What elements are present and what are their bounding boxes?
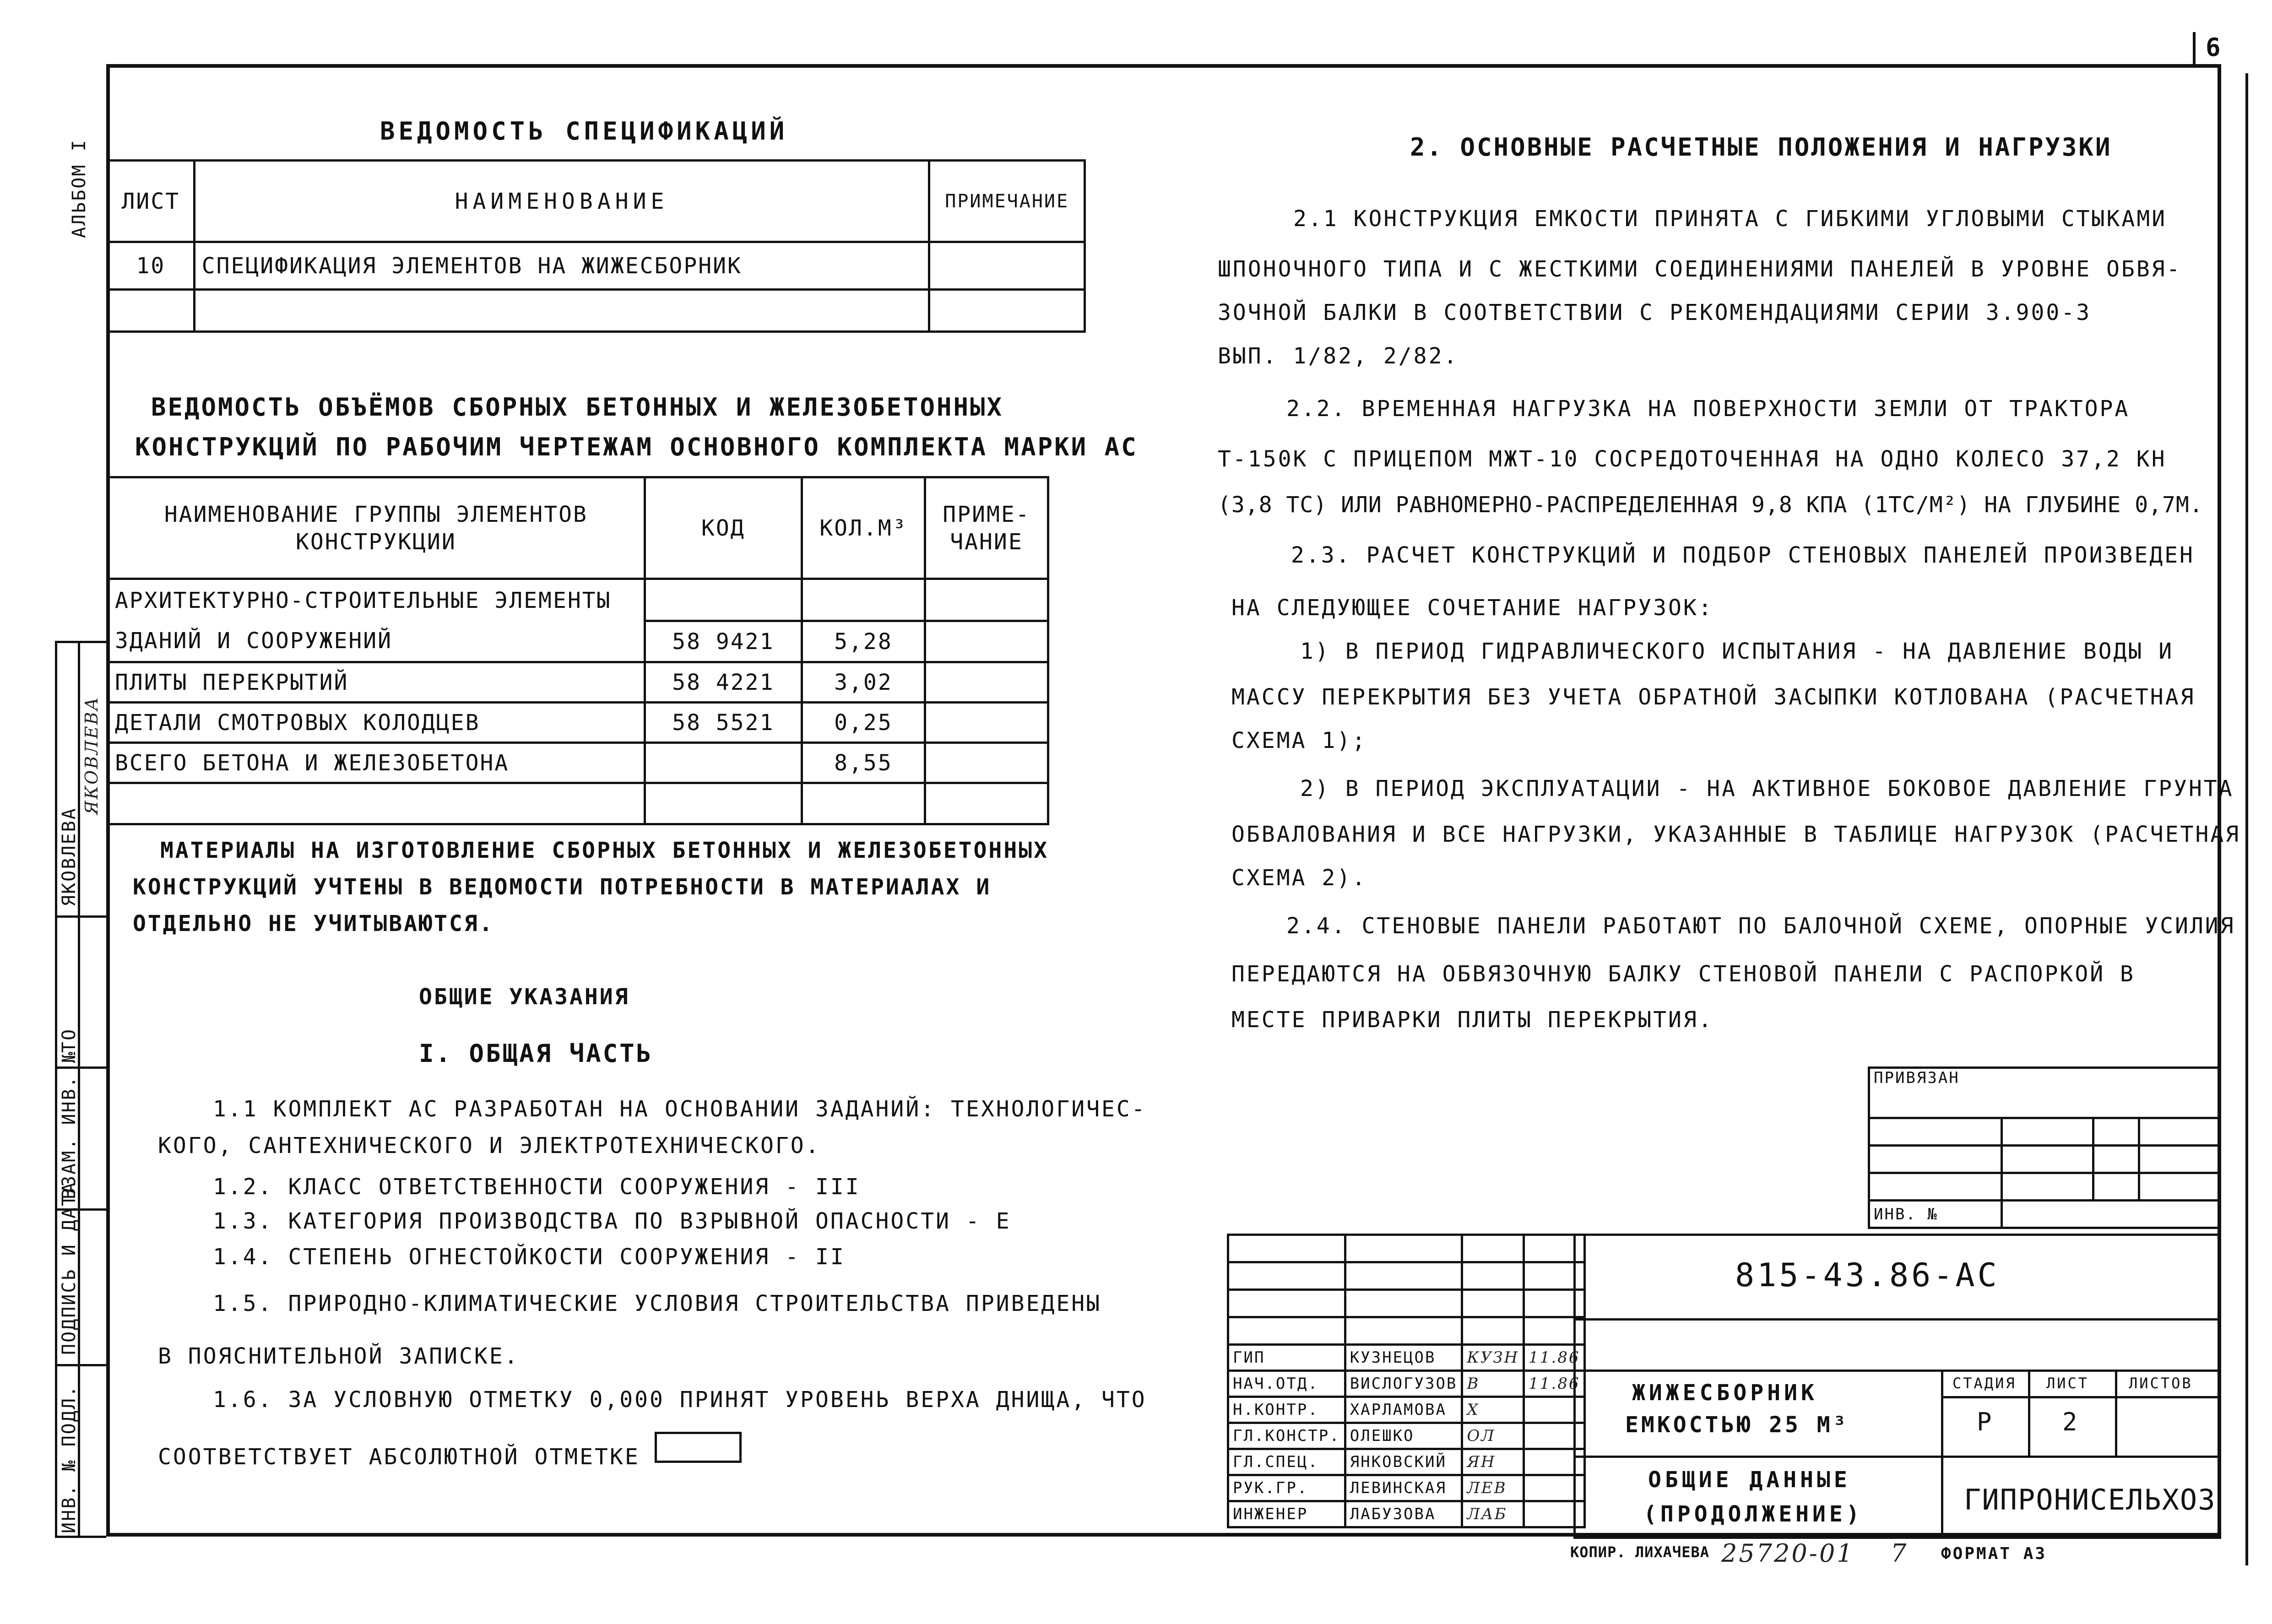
volumes-note-line2: КОНСТРУКЦИЙ УЧТЕНЫ В ВЕДОМОСТИ ПОТРЕБНОСТИ В МАТЕРИАЛАХ И xyxy=(133,874,992,900)
copied-by: КОПИР. ЛИХАЧЕВА xyxy=(1570,1543,1709,1561)
spec-header-sheet: ЛИСТ xyxy=(108,161,195,242)
vol-row-3-name: ПЛИТЫ ПЕРЕКРЫТИЙ xyxy=(108,662,645,703)
vol-row-2-code: 58 9421 xyxy=(645,621,802,662)
sheet-value: 2 xyxy=(2062,1407,2079,1436)
general-line-8: 1.6. ЗА УСЛОВНУЮ ОТМЕТКУ 0,000 ПРИНЯТ УРОВЕНЬ ВЕРХА ДНИЩА, ЧТО xyxy=(213,1387,1147,1413)
section2-line-16: 2.4. СТЕНОВЫЕ ПАНЕЛИ РАБОТАЮТ ПО БАЛОЧНОЙ СХЕМЕ, ОПОРНЫЕ УСИЛИЯ xyxy=(1286,913,2235,939)
section2-title: 2. ОСНОВНЫЕ РАСЧЕТНЫЕ ПОЛОЖЕНИЯ И НАГРУЗКИ xyxy=(1410,133,2112,162)
privyazan-label: ПРИВЯЗАН xyxy=(1869,1068,2220,1118)
vol-row-1-qty xyxy=(802,579,925,621)
general-line-1: 1.1 КОМПЛЕКТ АС РАЗРАБОТАН НА ОСНОВАНИИ ЗАДАНИЙ: ТЕХНОЛОГИЧЕС- xyxy=(213,1096,1147,1122)
copy-mark: 7 xyxy=(1891,1539,1909,1568)
volumes-note-line3: ОТДЕЛЬНО НЕ УЧИТЫВАЮТСЯ. xyxy=(133,911,494,937)
staff-role-3: ГЛ.КОНСТР. xyxy=(1228,1423,1345,1449)
sheet-label: ЛИСТ xyxy=(2046,1375,2089,1392)
spec-header-note: ПРИМЕЧАНИЕ xyxy=(929,161,1085,242)
staff-date-0: 11.86 xyxy=(1524,1345,1585,1371)
section2-line-12: СХЕМА 1); xyxy=(1231,728,1367,753)
side-strip-sep-4 xyxy=(55,1364,106,1366)
spec-row-empty-sheet xyxy=(108,290,195,332)
podpis-data-label: ПОДПИСЬ И ДАТА xyxy=(59,1181,80,1355)
section2-line-7: (3,8 ТС) ИЛИ РАВНОМЕРНО-РАСПРЕДЕЛЕННАЯ 9,8 КПА (1ТС/М²) НА ГЛУБИНЕ 0,7М. xyxy=(1218,492,2203,518)
vol-row-5-note xyxy=(925,743,1048,783)
yakovleva-label: ЯКОВЛЕВА xyxy=(59,807,80,906)
vol-row-4-name: ДЕТАЛИ СМОТРОВЫХ КОЛОДЦЕВ xyxy=(108,703,645,743)
spec-row-empty-name xyxy=(194,290,929,332)
general-line-4: 1.3. КАТЕГОРИЯ ПРОИЗВОДСТВА ПО ВЗРЫВНОЙ ОПАСНОСТИ - Е xyxy=(213,1208,1011,1234)
section2-line-18: МЕСТЕ ПРИВАРКИ ПЛИТЫ ПЕРЕКРЫТИЯ. xyxy=(1231,1007,1713,1033)
vzam-inv-label: ВЗАМ. ИНВ. № xyxy=(59,1050,80,1199)
staff-role-1: НАЧ.ОТД. xyxy=(1228,1371,1345,1397)
section2-line-1: 2.1 КОНСТРУКЦИЯ ЕМКОСТИ ПРИНЯТА С ГИБКИМИ УГЛОВЫМИ СТЫКАМИ xyxy=(1293,206,2167,232)
section2-line-5: 2.2. ВРЕМЕННАЯ НАГРУЗКА НА ПОВЕРХНОСТИ ЗЕМЛИ ОТ ТРАКТОРА xyxy=(1286,396,2130,422)
inv-podl-label: ИНВ. № ПОДЛ. xyxy=(59,1385,80,1533)
general-line-7: В ПОЯСНИТЕЛЬНОЙ ЗАПИСКЕ. xyxy=(158,1343,520,1369)
section2-line-2: ШПОНОЧНОГО ТИПА И С ЖЕСТКИМИ СОЕДИНЕНИЯМИ ПАНЕЛЕЙ В УРОВНЕ ОБВЯ- xyxy=(1218,256,2182,282)
stage-value: Р xyxy=(1977,1407,1994,1436)
yakovleva-signature: ЯКОВЛЕВА xyxy=(81,696,102,815)
spec-row-name: СПЕЦИФИКАЦИЯ ЭЛЕМЕНТОВ НА ЖИЖЕСБОРНИК xyxy=(194,242,929,290)
staff-name-3: ОЛЕШКО xyxy=(1345,1423,1462,1449)
title-block-hline-2 xyxy=(1573,1370,2221,1372)
staff-sign-0: КУЗН xyxy=(1462,1345,1524,1371)
staff-role-0: ГИП xyxy=(1228,1345,1345,1371)
object-name-line1: ЖИЖЕСБОРНИК xyxy=(1632,1380,1818,1406)
stage-table-vline-1 xyxy=(2028,1370,2030,1456)
staff-name-4: ЯНКОВСКИЙ xyxy=(1345,1449,1462,1475)
volumes-title-line2: КОНСТРУКЦИЙ ПО РАБОЧИМ ЧЕРТЕЖАМ ОСНОВНОГО КОМПЛЕКТА МАРКИ АС xyxy=(135,433,1138,461)
volumes-table xyxy=(106,476,1049,825)
title-block-hline-1 xyxy=(1573,1318,2221,1321)
staff-sign-5: ЛЕВ xyxy=(1462,1475,1524,1501)
vol-row-2-note xyxy=(925,621,1048,662)
vol-header-note: ПРИМЕ- ЧАНИЕ xyxy=(925,477,1048,579)
stage-label: СТАДИЯ xyxy=(1952,1375,2017,1392)
vol-row-6-qty xyxy=(802,783,925,824)
inv-no-label: ИНВ. № xyxy=(1869,1201,2002,1228)
spec-header-name: НАИМЕНОВАНИЕ xyxy=(194,161,929,242)
sheet-corner-number: 6 xyxy=(2206,33,2223,62)
vol-row-4-code: 58 5521 xyxy=(645,703,802,743)
staff-sign-6: ЛАБ xyxy=(1462,1501,1524,1527)
general-line-2: КОГО, САНТЕХНИЧЕСКОГО И ЭЛЕКТРОТЕХНИЧЕСКОГО. xyxy=(158,1133,821,1158)
section2-line-11: МАССУ ПЕРЕКРЫТИЯ БЕЗ УЧЕТА ОБРАТНОЙ ЗАСЫПКИ КОТЛОВАНА (РАСЧЕТНАЯ xyxy=(1231,684,2196,710)
title-block-hline-3 xyxy=(1573,1456,2221,1458)
general-line-3: 1.2. КЛАСС ОТВЕТСТВЕННОСТИ СООРУЖЕНИЯ - III xyxy=(213,1174,861,1200)
spec-row-empty-note xyxy=(929,290,1085,332)
spec-list-title: ВЕДОМОСТЬ СПЕЦИФИКАЦИЙ xyxy=(380,117,788,146)
album-label: АЛЬБОМ I xyxy=(69,139,90,238)
section2-line-8: 2.3. РАСЧЕТ КОНСТРУКЦИЙ И ПОДБОР СТЕНОВЫХ ПАНЕЛЕЙ ПРОИЗВЕДЕН xyxy=(1291,542,2195,568)
general-line-5: 1.4. СТЕПЕНЬ ОГНЕСТОЙКОСТИ СООРУЖЕНИЯ - II xyxy=(213,1244,846,1270)
stage-table-vline-2 xyxy=(2115,1370,2117,1456)
staff-name-5: ЛЕВИНСКАЯ xyxy=(1345,1475,1462,1501)
staff-name-2: ХАРЛАМОВА xyxy=(1345,1397,1462,1423)
general-title: ОБЩИЕ УКАЗАНИЯ xyxy=(419,984,630,1010)
section2-line-3: ЗОЧНОЙ БАЛКИ В СООТВЕТСТВИИ С РЕКОМЕНДАЦИЯМИ СЕРИИ 3.900-3 xyxy=(1218,300,2092,325)
sheets-label: ЛИСТОВ xyxy=(2129,1375,2193,1392)
spec-row-sheet: 10 xyxy=(108,242,195,290)
staff-name-6: ЛАБУЗОВА xyxy=(1345,1501,1462,1527)
vol-row-5-qty: 8,55 xyxy=(802,743,925,783)
staff-role-5: РУК.ГР. xyxy=(1228,1475,1345,1501)
vol-row-6-name xyxy=(108,783,645,824)
vol-row-3-note xyxy=(925,662,1048,703)
section2-line-6: Т-150К С ПРИЦЕПОМ МЖТ-10 СОСРЕДОТОЧЕННАЯ НА ОДНО КОЛЕСО 37,2 КН xyxy=(1218,446,2167,472)
staff-sign-4: ЯН xyxy=(1462,1449,1524,1475)
privyazan-table xyxy=(1868,1066,2221,1229)
spec-list-table xyxy=(106,159,1086,333)
staff-name-0: КУЗНЕЦОВ xyxy=(1345,1345,1462,1371)
vol-row-3-code: 58 4221 xyxy=(645,662,802,703)
staff-role-6: ИНЖЕНЕР xyxy=(1228,1501,1345,1527)
general-line-9: СООТВЕТСТВУЕТ АБСОЛЮТНОЙ ОТМЕТКЕ xyxy=(158,1444,640,1470)
section2-line-13: 2) В ПЕРИОД ЭКСПЛУАТАЦИИ - НА АКТИВНОЕ БОКОВОЕ ДАВЛЕНИЕ ГРУНТА xyxy=(1300,776,2234,801)
vol-row-2-name: ЗДАНИЙ И СООРУЖЕНИЙ xyxy=(108,621,645,662)
vol-header-code: КОД xyxy=(645,477,802,579)
vol-row-2-qty: 5,28 xyxy=(802,621,925,662)
section2-line-17: ПЕРЕДАЮТСЯ НА ОБВЯЗОЧНУЮ БАЛКУ СТЕНОВОЙ ПАНЕЛИ С РАСПОРКОЙ В xyxy=(1231,961,2135,987)
stage-table-hline xyxy=(1941,1396,2221,1398)
absolute-mark-box xyxy=(655,1432,742,1463)
vol-row-4-qty: 0,25 xyxy=(802,703,925,743)
vol-header-name: НАИМЕНОВАНИЕ ГРУППЫ ЭЛЕМЕНТОВ КОНСТРУКЦИИ xyxy=(108,477,645,579)
sheet-title-line1: ОБЩИЕ ДАННЫЕ xyxy=(1648,1467,1851,1493)
general-part-title: I. ОБЩАЯ ЧАСТЬ xyxy=(419,1039,653,1068)
staff-sign-1: В xyxy=(1462,1371,1524,1397)
document-code: 815-43.86-АС xyxy=(1735,1256,2000,1294)
sheet-title-line2: (ПРОДОЛЖЕНИЕ) xyxy=(1643,1501,1863,1527)
volumes-note-line1: МАТЕРИАЛЫ НА ИЗГОТОВЛЕНИЕ СБОРНЫХ БЕТОННЫХ И ЖЕЛЕЗОБЕТОННЫХ xyxy=(160,838,1049,863)
staff-name-1: ВИСЛОГУЗОВ xyxy=(1345,1371,1462,1397)
volumes-title-line1: ВЕДОМОСТЬ ОБЪЁМОВ СБОРНЫХ БЕТОННЫХ И ЖЕЛЕЗОБЕТОННЫХ xyxy=(151,393,1004,422)
vol-header-qty: КОЛ.М³ xyxy=(802,477,925,579)
general-line-6: 1.5. ПРИРОДНО-КЛИМАТИЧЕСКИЕ УСЛОВИЯ СТРОИТЕЛЬСТВА ПРИВЕДЕНЫ xyxy=(213,1291,1102,1316)
archive-number: 25720-01 xyxy=(1721,1539,1854,1568)
staff-sign-3: ОЛ xyxy=(1462,1423,1524,1449)
vol-row-4-note xyxy=(925,703,1048,743)
section2-line-10: 1) В ПЕРИОД ГИДРАВЛИЧЕСКОГО ИСПЫТАНИЯ - НА ДАВЛЕНИЕ ВОДЫ И xyxy=(1300,639,2174,664)
to-label: ТО xyxy=(59,1028,80,1053)
staff-sign-2: Х xyxy=(1462,1397,1524,1423)
vol-row-5-name: ВСЕГО БЕТОНА И ЖЕЛЕЗОБЕТОНА xyxy=(108,743,645,783)
title-block-vline-1 xyxy=(1941,1370,1943,1539)
vol-row-6-note xyxy=(925,783,1048,824)
section2-line-15: СХЕМА 2). xyxy=(1231,865,1367,891)
section2-line-9: НА СЛЕДУЮЩЕЕ СОЧЕТАНИЕ НАГРУЗОК: xyxy=(1231,595,1713,621)
staff-table xyxy=(1227,1234,1586,1528)
section2-line-14: ОБВАЛОВАНИЯ И ВСЕ НАГРУЗКИ, УКАЗАННЫЕ В ТАБЛИЦЕ НАГРУЗОК (РАСЧЕТНАЯ xyxy=(1231,822,2241,847)
staff-role-2: Н.КОНТР. xyxy=(1228,1397,1345,1423)
staff-date-1: 11.86 xyxy=(1524,1371,1585,1397)
vol-row-1-name: АРХИТЕКТУРНО-СТРОИТЕЛЬНЫЕ ЭЛЕМЕНТЫ xyxy=(108,579,645,621)
spec-row-note xyxy=(929,242,1085,290)
vol-row-3-qty: 3,02 xyxy=(802,662,925,703)
right-edge-line xyxy=(2245,73,2248,1565)
format-label: ФОРМАТ А3 xyxy=(1941,1544,2047,1563)
organization-name: ГИПРОНИСЕЛЬХОЗ xyxy=(1964,1483,2216,1516)
vol-row-6-code xyxy=(645,783,802,824)
object-name-line2: ЕМКОСТЬЮ 25 М³ xyxy=(1625,1412,1849,1438)
vol-row-5-code xyxy=(645,743,802,783)
vol-row-1-code xyxy=(645,579,802,621)
vol-row-1-note xyxy=(925,579,1048,621)
section2-line-4: ВЫП. 1/82, 2/82. xyxy=(1218,343,1459,369)
side-strip-sep-1 xyxy=(55,915,106,918)
staff-role-4: ГЛ.СПЕЦ. xyxy=(1228,1449,1345,1475)
